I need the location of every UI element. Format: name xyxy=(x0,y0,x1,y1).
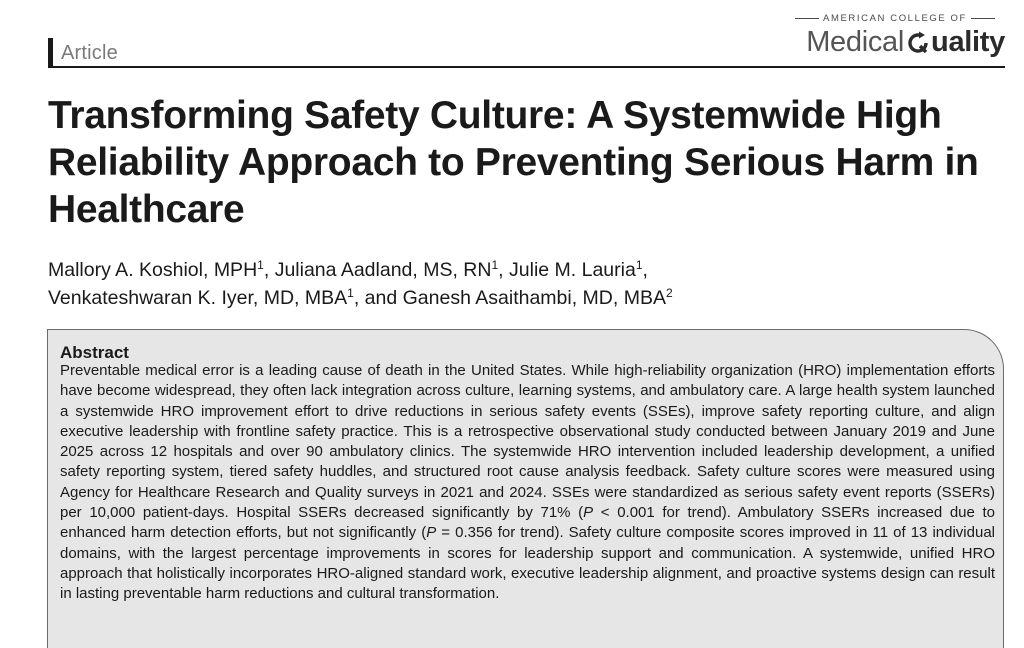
section-marker-bar xyxy=(48,38,53,68)
author-affiliation: 1 xyxy=(257,258,264,272)
author-separator: , and xyxy=(353,287,403,309)
abstract-text-part: < 0.001 for trend). Ambulatory SSERs increased due to enhanced harm detection efforts, but not significantly ( xyxy=(60,504,996,542)
article-title: Transforming Safety Culture: A Systemwide High Reliability Approach to Preventing Serious Harm in Healthcare xyxy=(48,94,979,231)
author-affiliation: 2 xyxy=(665,286,673,300)
q-arrow-logo-icon xyxy=(906,30,930,63)
author-separator: , xyxy=(642,259,648,281)
author-name: Juliana Aadland, MS, RN xyxy=(274,259,492,281)
abstract-text-part: = 0.356 for trend). Safety culture composite scores improved in 11 of 13 individual domains, with the largest percentage improvements in scores for leadership support and communication. A systemwide, unified HRO approach that holistically incorporates HRO-aligned standard work, executive leadership alignment, and proactive systems design can result in lasting preventable harm reductions and cultural transformation. xyxy=(60,524,996,603)
p-value-symbol: P xyxy=(426,524,437,542)
author-affiliation: 1 xyxy=(347,286,354,300)
abstract-box xyxy=(47,329,1004,648)
author-affiliation: 1 xyxy=(491,258,499,272)
author-separator: , xyxy=(498,259,510,281)
journal-org: AMERICAN COLLEGE OF xyxy=(823,13,967,24)
section-label: Article xyxy=(61,42,118,64)
author-affiliation: 1 xyxy=(635,258,643,272)
abstract-text xyxy=(60,361,995,605)
journal-header xyxy=(48,12,1005,68)
p-value-symbol: P xyxy=(583,504,594,522)
logo-dash-left xyxy=(795,18,819,19)
author-name: Venkateshwaran K. Iyer, MD, MBA xyxy=(48,287,348,309)
journal-name-regular: Medical xyxy=(806,26,905,58)
abstract-heading: Abstract xyxy=(60,343,129,362)
logo-dash-right xyxy=(971,18,995,19)
journal-name-bold: uality xyxy=(931,26,1005,58)
author-separator: , xyxy=(263,259,275,281)
journal-logo xyxy=(785,12,1005,64)
journal-name xyxy=(806,26,1005,63)
header-rule xyxy=(48,66,1005,68)
author-name: Julie M. Lauria xyxy=(509,259,636,281)
author-list xyxy=(48,256,1008,312)
journal-org-line xyxy=(785,13,1005,24)
abstract-text-part: Preventable medical error is a leading cause of death in the United States. While high-reliability organization (HRO) implementation efforts have become widespread, they often lack integration across culture, learning systems, and ambulatory care. A large health system launched a systemwide HRO improvement effort to drive reductions in serious safety events (SSEs), improve safety reporting culture, and align executive leadership with frontline safety practice. This is a retrospective observational study conducted between January 2019 and June 2025 across 12 hospitals and over 90 ambulatory clinics. The systemwide HRO intervention included leadership development, a unified safety reporting system, tiered safety huddles, and structured root cause analysis feedback. Safety culture scores were measured using Agency for Healthcare Research and Quality surveys in 2021 and 2024. SSEs were standardized as serious safety event reports (SSERs) per 10,000 patient-days. Hospital SSERs decreased significantly by 71% ( xyxy=(60,362,995,522)
author-name: Mallory A. Koshiol, MPH xyxy=(48,259,258,281)
author-name: Ganesh Asaithambi, MD, MBA xyxy=(402,287,666,309)
